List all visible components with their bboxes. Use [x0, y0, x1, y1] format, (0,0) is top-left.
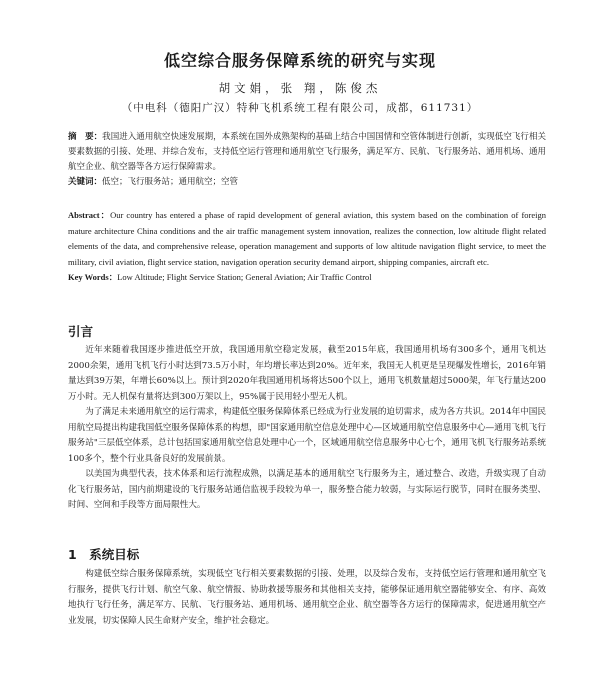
paper-title: 低空综合服务保障系统的研究与实现 [163, 51, 436, 70]
paper-affiliation: （中电科（德阳广汉）特种飞机系统工程有限公司，成都，611731） [121, 102, 479, 114]
english-abstract-label: Abstract： [68, 210, 111, 220]
intro-paragraph: 近年来随着我国逐步推进低空开放，我国通用航空稳定发展，截至2015年底，我国通用机场有300多个，通用飞机达2000余架，通用飞机飞行小时达到73.5万小时，年均增长率达到20%。近年来，我国无人机更是呈现爆发性增长，2016年销量达到39万架，年增长60%以上。预计到2020年我国通用机场将达500个以上，通用飞机数量超过5000架，年飞行量达200万小时。无人机保有量将达到300万架以上，95%属于民用轻小型无人机。 [68, 345, 546, 402]
chinese-keywords-text: 低空；飞行服务站；通用航空；空管 [102, 177, 239, 187]
chinese-keywords-label: 关键词： [68, 177, 103, 187]
chinese-abstract [68, 130, 546, 175]
section1-body [68, 567, 546, 629]
chinese-abstract-block [68, 130, 546, 190]
chinese-keywords [68, 175, 546, 190]
english-keywords-label: Key Words： [68, 272, 118, 282]
intro-heading: 引言 [68, 324, 94, 339]
english-keywords [68, 270, 546, 286]
intro-paragraph: 以美国为典型代表，技术体系和运行流程成熟，以满足基本的通用航空飞行服务为主，通过整合、改造，升级实现了自动化飞行服务站，国内前期建设的飞行服务站通信监视手段较为单一，服务整合能力较弱，与实际运行脱节，同时在服务类型、时间、空间和手段等方面局限性大。 [68, 469, 546, 510]
english-abstract-text: Our country has entered a phase of rapid development of general aviation, this system based on the combination of foreign mature architecture China conditions and the air traffic management system innovation, realizes the connection, low altitude flight related elements of the data, and comprehensive release, operation management and supports of low altitude navigation flight service, to meet the military, civil aviation, flight service station, navigation operation security demand airport, shipping companies, aircraft etc. [68, 210, 546, 267]
section1-paragraph: 构建低空综合服务保障系统，实现低空飞行相关要素数据的引接、处理，以及综合发布，支持低空运行管理和通用航空飞行服务，提供飞行计划、航空气象、航空情报、协助救援等服务和其他相关支持，能够保证通用航空器能够安全、有序、高效地执行飞行任务，满足军方、民航、飞行服务站、通用机场、通用航空企业、航空器等各方运行的保障需求，促进通用航空产业发展，切实保障人民生命财产安全，维护社会稳定。 [68, 569, 546, 626]
paper-authors: 胡文娟，张 翔，陈俊杰 [218, 81, 382, 95]
intro-paragraph: 为了满足未来通用航空的运行需求，构建低空服务保障体系已经成为行业发展的迫切需求，成为各方共识。2014年中国民用航空局提出构建我国低空服务保障体系的构想，即"国家通用航空信息处理中心—区域通用航空信息服务中心—通用飞机飞行服务站"三层低空体系，总计包括国家通用航空信息处理中心一个，区域通用航空信息服务中心七个，通用飞机飞行服务站系统100多个，整个行业具备良好的发展前景。 [68, 407, 546, 464]
section1-heading: 1 系统目标 [68, 547, 140, 562]
chinese-abstract-label: 摘 要： [68, 132, 103, 142]
intro-body [68, 343, 546, 514]
english-abstract [68, 208, 546, 270]
english-abstract-block [68, 208, 546, 286]
english-keywords-text: Low Altitude; Flight Service Station; General Aviation; Air Traffic Control [117, 272, 372, 282]
chinese-abstract-text: 我国进入通用航空快速发展期，本系统在国外成熟架构的基础上结合中国国情和空管体制进行创新，实现低空飞行相关要素数据的引接、处理、并综合发布，支持低空运行管理和通用航空飞行服务，满足军方、民航、飞行服务站、通用机场、通用航空企业、航空器等各方运行保障需求。 [68, 132, 546, 172]
